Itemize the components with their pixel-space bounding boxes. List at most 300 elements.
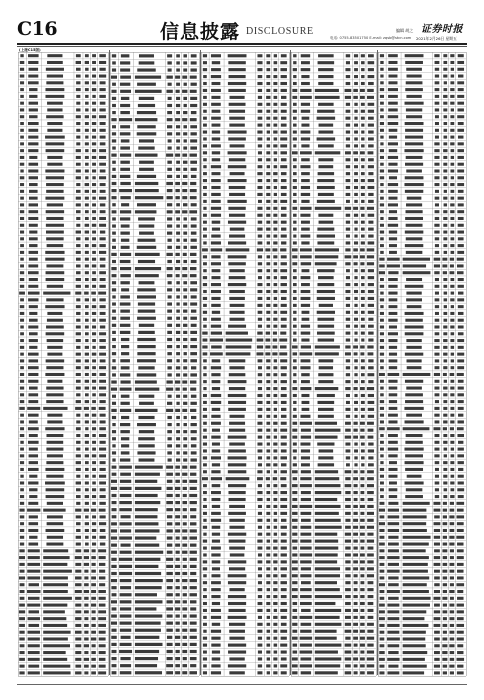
table-cell-text xyxy=(266,602,270,605)
table-cell-text xyxy=(258,581,262,584)
table-cell-text xyxy=(345,560,350,563)
table-cell-text xyxy=(211,581,221,584)
table-row xyxy=(111,586,196,589)
table-cell-text xyxy=(112,246,116,249)
table-cell-text xyxy=(258,103,263,106)
table-cell-text xyxy=(183,203,187,206)
table-cell-text xyxy=(360,352,364,355)
table-cell-text xyxy=(389,244,397,247)
table-cell-text xyxy=(444,190,447,193)
table-cell-text xyxy=(258,387,262,390)
table-row xyxy=(203,214,287,217)
table-cell-text xyxy=(20,258,24,261)
table-cell-text xyxy=(168,68,172,71)
table-cell-text xyxy=(442,258,447,261)
table-cell-text xyxy=(138,331,155,334)
table-cell-text xyxy=(388,169,398,172)
table-row xyxy=(203,82,287,85)
table-cell-text xyxy=(211,332,222,335)
table-cell-text xyxy=(318,276,334,279)
table-row xyxy=(379,536,464,539)
table-cell-text xyxy=(353,470,357,473)
table-cell-text xyxy=(112,54,116,57)
table-row xyxy=(379,556,464,559)
table-cell-text xyxy=(190,139,197,142)
table-cell-text xyxy=(360,616,365,619)
table-cell-text xyxy=(92,441,96,444)
table-cell-text xyxy=(47,312,62,315)
table-cell-text xyxy=(301,234,311,237)
table-cell-text xyxy=(435,475,439,478)
table-cell-text xyxy=(203,75,207,78)
table-cell-text xyxy=(43,671,70,674)
table-cell-text xyxy=(388,217,397,220)
table-cell-text xyxy=(380,149,384,152)
table-cell-text xyxy=(138,104,155,107)
table-cell-text xyxy=(354,602,358,605)
table-cell-text xyxy=(293,117,297,120)
table-cell-text xyxy=(388,536,398,539)
table-cell-text xyxy=(167,373,171,376)
table-cell-text xyxy=(379,624,384,627)
table-cell-text xyxy=(85,88,89,91)
table-cell-text xyxy=(190,302,197,305)
table-row xyxy=(112,161,197,164)
table-cell-text xyxy=(120,643,132,646)
table-cell-text xyxy=(267,130,270,133)
table-cell-text xyxy=(85,264,89,267)
table-cell-text xyxy=(281,449,287,452)
table-cell-text xyxy=(319,366,333,369)
table-cell-text xyxy=(387,258,400,261)
table-cell-text xyxy=(20,475,23,478)
table-cell-text xyxy=(43,597,72,600)
table-row xyxy=(292,595,373,598)
table-cell-text xyxy=(20,136,24,139)
table-cell-text xyxy=(92,156,96,159)
table-cell-text xyxy=(379,509,385,512)
table-cell-text xyxy=(191,83,197,86)
table-cell-text xyxy=(137,111,156,114)
table-cell-text xyxy=(135,473,160,476)
table-cell-text xyxy=(354,75,358,78)
table-row xyxy=(292,581,373,584)
table-cell-text xyxy=(228,262,245,265)
table-cell-text xyxy=(20,488,24,491)
table-cell-text xyxy=(280,498,287,501)
table-row xyxy=(380,142,464,145)
table-cell-text xyxy=(380,305,383,308)
table-cell-text xyxy=(84,671,88,674)
table-cell-text xyxy=(29,536,37,539)
table-cell-text xyxy=(20,359,24,362)
table-cell-text xyxy=(345,526,351,529)
table-cell-text xyxy=(111,579,117,582)
table-cell-text xyxy=(267,540,270,543)
table-cell-text xyxy=(281,519,286,522)
table-cell-text xyxy=(443,400,447,403)
table-cell-text xyxy=(361,290,365,293)
table-cell-text xyxy=(167,168,172,171)
table-cell-text xyxy=(292,567,298,570)
table-cell-text xyxy=(435,217,439,220)
table-cell-text xyxy=(85,231,89,234)
table-cell-text xyxy=(100,420,106,423)
table-cell-text xyxy=(380,407,384,410)
table-row xyxy=(112,224,197,227)
table-cell-text xyxy=(315,553,338,556)
table-cell-text xyxy=(265,352,270,355)
table-cell-text xyxy=(92,353,96,356)
table-cell-text xyxy=(443,427,447,430)
table-cell-text xyxy=(266,103,270,106)
table-cell-text xyxy=(112,324,116,327)
table-cell-text xyxy=(435,305,439,308)
table-cell-text xyxy=(76,136,80,139)
table-cell-text xyxy=(120,111,130,114)
table-cell-text xyxy=(315,429,341,432)
table-cell-text xyxy=(281,422,287,425)
table-cell-text xyxy=(176,310,180,313)
table-cell-text xyxy=(167,118,173,121)
table-cell-text xyxy=(183,68,187,71)
table-cell-text xyxy=(258,221,262,224)
table-cell-text xyxy=(273,671,277,674)
table-cell-text xyxy=(75,597,81,600)
table-cell-text xyxy=(273,130,277,133)
table-cell-text xyxy=(406,298,422,301)
table-cell-text xyxy=(434,441,439,444)
table-cell-text xyxy=(85,434,89,437)
table-cell-text xyxy=(292,387,297,390)
table-cell-text xyxy=(293,304,297,307)
table-cell-text xyxy=(76,149,81,152)
table-cell-text xyxy=(211,283,221,286)
table-cell-text xyxy=(203,103,207,106)
table-cell-text xyxy=(443,224,447,227)
table-cell-text xyxy=(403,604,430,607)
table-cell-text xyxy=(167,210,173,213)
table-cell-text xyxy=(405,217,423,220)
table-cell-text xyxy=(443,163,447,166)
table-cell-text xyxy=(258,144,262,147)
table-cell-text xyxy=(319,165,334,168)
table-cell-text xyxy=(203,200,207,203)
table-cell-text xyxy=(112,239,116,242)
table-cell-text xyxy=(274,650,278,653)
table-cell-text xyxy=(354,588,358,591)
table-cell-text xyxy=(354,290,358,293)
table-cell-text xyxy=(293,124,297,127)
table-cell-text xyxy=(135,529,160,532)
table-cell-text xyxy=(380,102,384,105)
table-cell-text xyxy=(450,210,454,213)
table-cell-text xyxy=(191,232,197,235)
table-cell-text xyxy=(450,651,455,654)
table-cell-text xyxy=(230,311,245,314)
table-row xyxy=(19,604,105,607)
table-cell-text xyxy=(403,536,431,539)
table-row xyxy=(380,156,464,159)
table-row xyxy=(203,172,286,175)
table-cell-text xyxy=(28,665,39,668)
table-row xyxy=(20,468,105,471)
table-cell-text xyxy=(135,409,158,412)
table-cell-text xyxy=(266,650,270,653)
table-row xyxy=(203,110,287,113)
table-cell-text xyxy=(46,495,65,498)
table-cell-text xyxy=(121,544,131,547)
table-cell-text xyxy=(345,574,350,577)
table-cell-text xyxy=(368,103,375,106)
table-cell-text xyxy=(301,110,310,113)
table-cell-text xyxy=(92,543,96,546)
table-cell-text xyxy=(317,137,336,140)
table-cell-text xyxy=(135,629,161,632)
table-cell-text xyxy=(184,83,187,86)
table-cell-text xyxy=(85,251,89,254)
table-cell-text xyxy=(273,241,277,244)
table-row xyxy=(203,408,286,411)
table-cell-text xyxy=(175,267,180,270)
table-cell-text xyxy=(99,353,106,356)
table-cell-text xyxy=(388,88,398,91)
table-cell-text xyxy=(434,224,439,227)
table-cell-text xyxy=(450,373,455,376)
table-row xyxy=(293,234,373,237)
table-cell-text xyxy=(388,292,397,295)
table-cell-text xyxy=(406,434,423,437)
table-row xyxy=(379,610,464,613)
table-row xyxy=(112,232,196,235)
table-cell-text xyxy=(258,553,262,556)
table-cell-text xyxy=(368,117,374,120)
table-cell-text xyxy=(191,61,197,64)
table-cell-text xyxy=(92,217,96,220)
table-cell-text xyxy=(317,290,335,293)
table-cell-text xyxy=(191,260,197,263)
table-row xyxy=(380,298,464,301)
table-cell-text xyxy=(293,193,297,196)
table-cell-text xyxy=(167,402,172,405)
table-cell-text xyxy=(318,158,333,161)
table-cell-text xyxy=(139,458,155,461)
table-cell-text xyxy=(266,297,270,300)
table-cell-text xyxy=(443,197,447,200)
table-row xyxy=(19,631,105,634)
table-cell-text xyxy=(28,169,38,172)
table-cell-text xyxy=(20,353,24,356)
table-cell-text xyxy=(76,244,80,247)
table-cell-text xyxy=(203,234,207,237)
table-cell-text xyxy=(450,88,454,91)
table-cell-text xyxy=(406,68,422,71)
table-cell-text xyxy=(258,311,263,314)
table-cell-text xyxy=(135,636,159,639)
table-cell-text xyxy=(202,477,208,480)
table-row xyxy=(111,558,197,561)
table-cell-text xyxy=(274,359,277,362)
table-cell-text xyxy=(266,262,270,265)
table-cell-text xyxy=(380,108,384,111)
table-cell-text xyxy=(318,325,335,328)
table-row xyxy=(380,454,464,457)
table-cell-text xyxy=(20,373,24,376)
table-cell-text xyxy=(137,203,156,206)
table-cell-text xyxy=(435,481,440,484)
table-cell-text xyxy=(175,600,180,603)
table-cell-text xyxy=(388,434,398,437)
table-cell-text xyxy=(360,560,365,563)
table-cell-text xyxy=(166,388,173,391)
table-cell-text xyxy=(211,415,220,418)
table-cell-text xyxy=(274,526,278,529)
table-cell-text xyxy=(361,214,365,217)
table-cell-text xyxy=(46,271,65,274)
table-cell-text xyxy=(229,110,245,113)
table-cell-text xyxy=(166,593,172,596)
table-cell-text xyxy=(135,522,159,525)
table-cell-text xyxy=(184,352,187,355)
table-cell-text xyxy=(203,616,207,619)
table-cell-text xyxy=(45,481,65,484)
table-cell-text xyxy=(450,339,454,342)
table-cell-text xyxy=(111,76,117,79)
table-cell-text xyxy=(120,68,130,71)
table-cell-text xyxy=(176,217,180,220)
table-cell-text xyxy=(265,248,270,251)
table-cell-text xyxy=(434,231,439,234)
table-cell-text xyxy=(190,501,197,504)
table-cell-text xyxy=(139,97,154,100)
table-cell-text xyxy=(273,124,277,127)
table-cell-text xyxy=(266,449,270,452)
table-cell-text xyxy=(190,522,196,525)
table-row xyxy=(380,515,465,518)
table-cell-text xyxy=(84,549,89,552)
table-cell-text xyxy=(450,461,454,464)
table-cell-text xyxy=(367,477,374,480)
table-cell-text xyxy=(380,183,383,186)
table-cell-text xyxy=(182,607,187,610)
table-cell-text xyxy=(92,400,96,403)
table-cell-text xyxy=(267,630,271,633)
table-row xyxy=(20,597,106,600)
table-cell-text xyxy=(458,217,464,220)
table-row xyxy=(380,468,464,471)
table-cell-text xyxy=(190,317,197,320)
table-cell-text xyxy=(293,442,297,445)
table-cell-text xyxy=(457,95,464,98)
table-cell-text xyxy=(20,81,24,84)
table-cell-text xyxy=(85,108,88,111)
table-cell-text xyxy=(405,380,423,383)
table-cell-text xyxy=(85,68,89,71)
table-cell-text xyxy=(20,522,24,525)
table-cell-text xyxy=(388,515,400,518)
table-cell-text xyxy=(293,103,297,106)
table-cell-text xyxy=(389,387,398,390)
table-cell-text xyxy=(92,515,96,518)
table-cell-text xyxy=(292,345,298,348)
table-row xyxy=(203,505,287,508)
table-cell-text xyxy=(450,319,454,322)
table-row xyxy=(293,304,374,307)
table-cell-text xyxy=(368,602,374,605)
table-cell-text xyxy=(92,332,96,335)
table-cell-text xyxy=(85,258,89,261)
table-cell-text xyxy=(211,200,221,203)
table-cell-text xyxy=(405,176,424,179)
table-cell-text xyxy=(258,637,262,640)
table-cell-text xyxy=(229,609,246,612)
table-cell-text xyxy=(121,444,129,447)
table-cell-text xyxy=(175,614,179,617)
table-cell-text xyxy=(190,650,197,653)
table-cell-text xyxy=(380,454,383,457)
table-cell-text xyxy=(293,158,297,161)
table-cell-text xyxy=(47,515,63,518)
table-cell-text xyxy=(138,146,154,149)
table-cell-text xyxy=(120,388,132,391)
table-cell-text xyxy=(85,481,89,484)
table-cell-text xyxy=(190,629,197,632)
table-cell-text xyxy=(450,298,454,301)
table-cell-text xyxy=(353,609,358,612)
table-cell-text xyxy=(360,151,365,154)
table-cell-text xyxy=(99,481,106,484)
table-cell-text xyxy=(92,102,96,105)
table-row xyxy=(20,129,105,132)
table-cell-text xyxy=(203,602,207,605)
table-cell-text xyxy=(388,190,398,193)
table-cell-text xyxy=(458,190,464,193)
table-row xyxy=(203,366,287,369)
table-cell-text xyxy=(100,312,106,315)
table-cell-text xyxy=(190,643,197,646)
table-row xyxy=(20,387,106,390)
table-cell-text xyxy=(354,158,358,161)
table-cell-text xyxy=(212,311,220,314)
table-row xyxy=(20,543,105,546)
table-cell-text xyxy=(315,477,339,480)
table-cell-text xyxy=(434,590,440,593)
table-cell-text xyxy=(20,75,24,78)
table-cell-text xyxy=(182,671,187,674)
table-cell-text xyxy=(29,454,38,457)
table-cell-text xyxy=(380,339,384,342)
table-cell-text xyxy=(176,451,179,454)
table-cell-text xyxy=(121,288,129,291)
table-cell-text xyxy=(20,366,24,369)
table-cell-text xyxy=(361,124,364,127)
table-cell-text xyxy=(315,637,337,640)
table-cell-text xyxy=(212,560,221,563)
table-cell-text xyxy=(111,267,116,270)
table-cell-text xyxy=(273,616,277,619)
table-cell-text xyxy=(273,505,277,508)
table-row xyxy=(293,325,374,328)
table-cell-text xyxy=(354,68,358,71)
table-cell-text xyxy=(281,103,287,106)
table-row xyxy=(380,169,464,172)
table-cell-text xyxy=(258,415,262,418)
table-cell-text xyxy=(167,480,173,483)
table-cell-text xyxy=(203,574,207,577)
table-cell-text xyxy=(407,366,422,369)
table-cell-text xyxy=(293,415,297,418)
table-cell-text xyxy=(168,437,172,440)
